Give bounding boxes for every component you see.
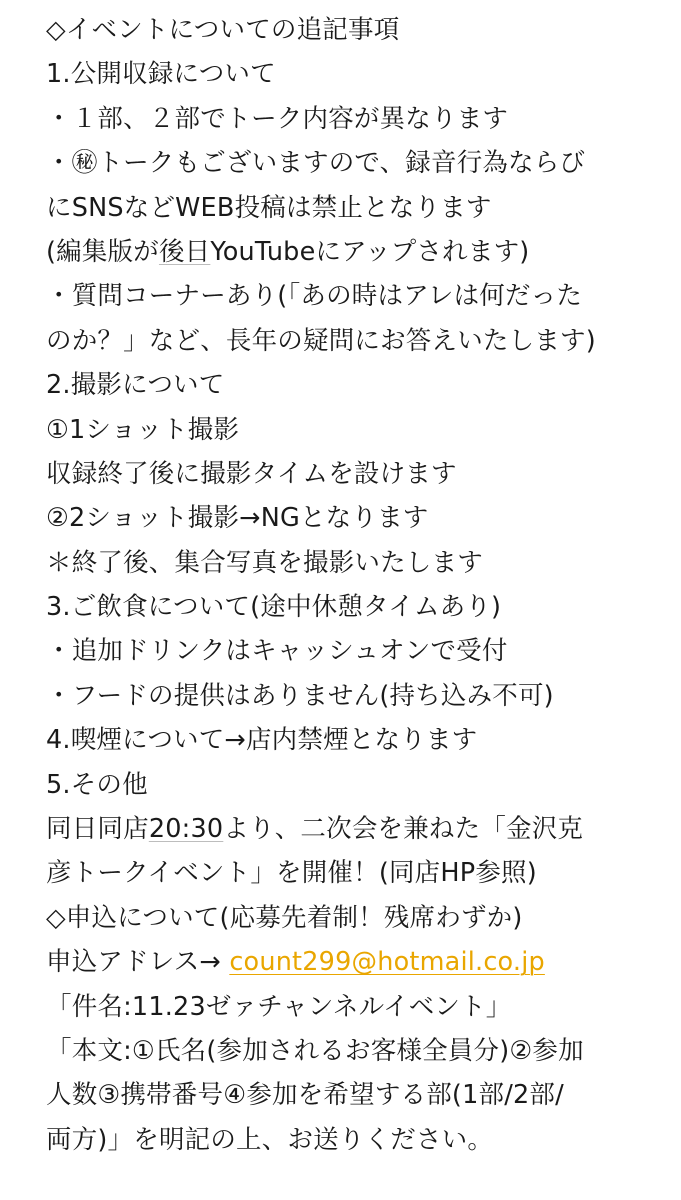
text-line: 人数③携帯番号④参加を希望する部(1部/2部/	[46, 1080, 564, 1111]
text-line: ・１部、２部でトーク内容が異なります	[46, 103, 509, 134]
section-heading-public-recording: 1.公開収録について	[46, 59, 276, 90]
section-heading-other: 5.その他	[46, 769, 148, 800]
text-segment: 同日同店	[46, 814, 149, 845]
email-link[interactable]: count299@hotmail.co.jp	[229, 947, 545, 978]
text-line: ・追加ドリンクはキャッシュオンで受付	[46, 636, 508, 667]
text-line: にSNSなどWEB投稿は禁止となります	[46, 192, 492, 223]
text-segment: (編集版が	[46, 236, 159, 267]
section-heading-photography: 2.撮影について	[46, 370, 225, 401]
text-line: 「件名:11.23ゼァチャンネルイベント」	[46, 991, 512, 1022]
section-heading-event-notes: ◇イベントについての追記事項	[46, 15, 400, 45]
date-detected-link[interactable]: 後日	[158, 236, 211, 267]
text-line-afterparty	[46, 807, 671, 851]
text-line: ・㊙トークもございますので、録音行為ならび	[46, 148, 586, 179]
text-line: ②2ショット撮影→NGとなります	[46, 503, 429, 534]
text-line: ＊終了後、集合写真を撮影いたします	[46, 547, 483, 578]
email-label: 申込アドレス→	[46, 947, 230, 978]
text-line: ①1ショット撮影	[46, 414, 240, 445]
text-line-youtube-note	[46, 230, 671, 274]
text-line: 収録終了後に撮影タイムを設けます	[46, 458, 457, 489]
text-line-email	[46, 940, 671, 984]
text-line: ・フードの提供はありません(持ち込み不可)	[46, 680, 554, 711]
text-line: 「本文:①氏名(参加されるお客様全員分)②参加	[46, 1035, 584, 1066]
text-line: 彦トークイベント」を開催！(同店HP参照)	[46, 858, 537, 889]
section-heading-food-drink: 3.ご飲食について(途中休憩タイムあり)	[46, 592, 502, 623]
text-segment: YouTubeにアップされます)	[210, 236, 530, 267]
text-line: のか？」など、長年の疑問にお答えいたします)	[46, 325, 596, 356]
text-segment: より、二次会を兼ねた「金沢克	[223, 814, 584, 845]
text-line: 両方)」を明記の上、お送りください。	[46, 1124, 494, 1155]
section-heading-application: ◇申込について(応募先着制！残席わずか)	[46, 902, 523, 933]
text-line: ・質問コーナーあり(「あの時はアレは何だった	[46, 281, 583, 312]
time-detected-link[interactable]: 20:30	[148, 814, 224, 845]
section-heading-smoking: 4.喫煙について→店内禁煙となります	[46, 725, 478, 756]
